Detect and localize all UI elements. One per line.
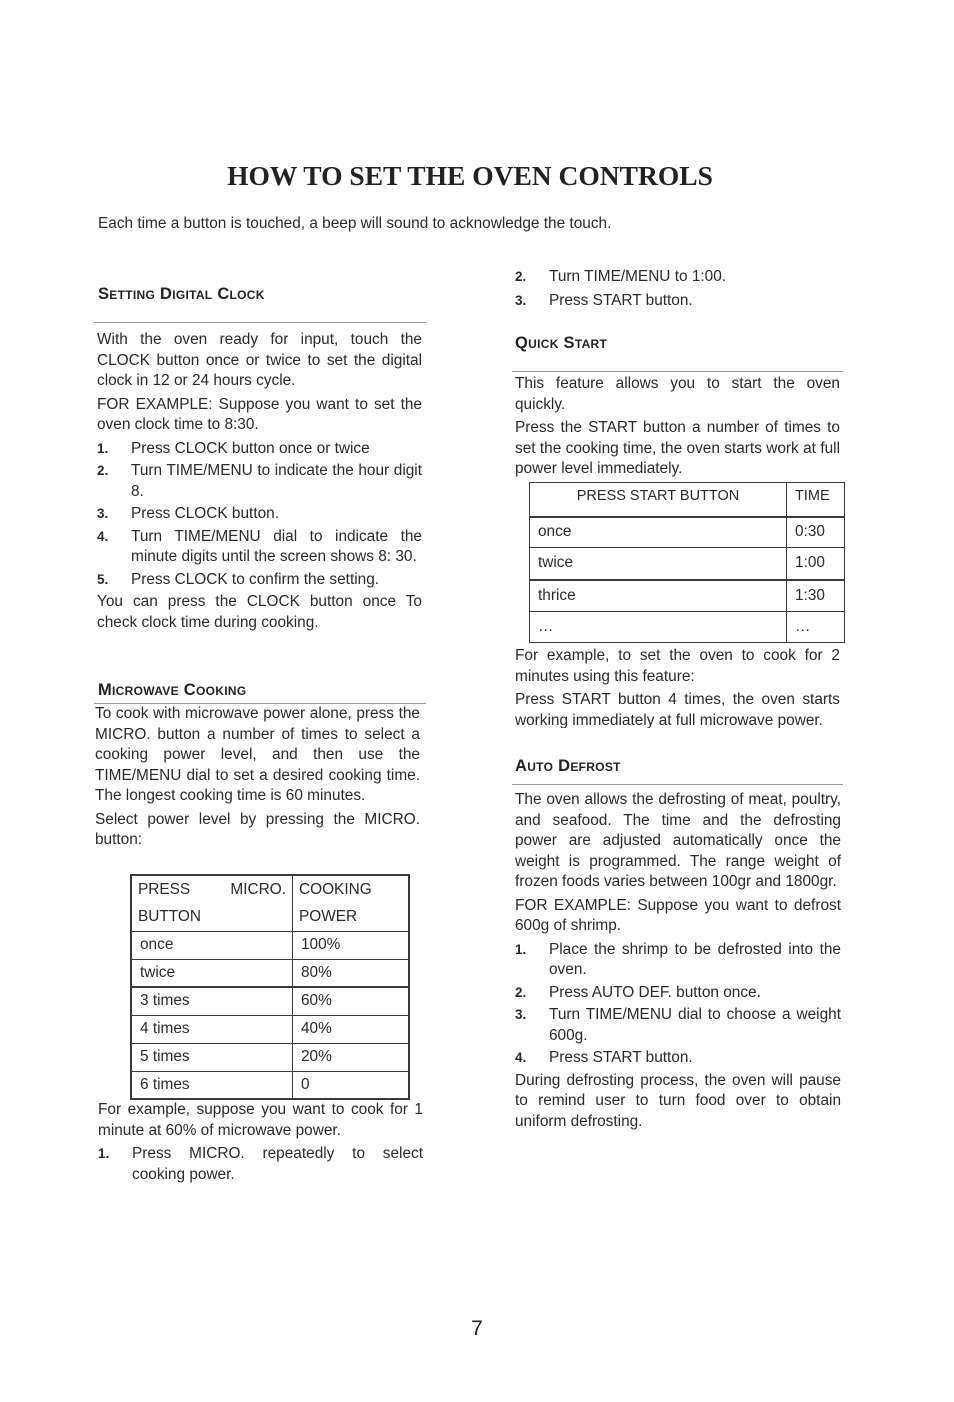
table-cell: 6 times <box>131 1071 293 1099</box>
step-number: 3. <box>97 506 109 521</box>
table-cell: 1:00 <box>787 548 845 580</box>
quick-rule <box>512 371 843 372</box>
defrost-paragraph-1: The oven allows the defrosting of meat, poultry, and seafood. The time and the defrosting power are adjusted automatically once the weight is programmed. The range weight of frozen foods varies between 100gr and 1800gr. <box>515 791 841 890</box>
table-cell: twice <box>530 548 787 580</box>
intro-text: Each time a button is touched, a beep will sound to acknowledge the touch. <box>98 215 612 232</box>
header-text: BUTTON <box>138 908 201 926</box>
quick-paragraph-1: This feature allows you to start the oven quickly. <box>515 375 840 413</box>
defrost-step-1 <box>515 940 841 981</box>
micro-steps-continued <box>515 267 841 311</box>
table-cell: 4 times <box>131 1015 293 1043</box>
table-row <box>131 987 409 1015</box>
table-cell: thrice <box>530 580 787 612</box>
step-text: Press CLOCK button once or twice <box>131 439 370 457</box>
table-cell: once <box>530 517 787 548</box>
table-row <box>131 1015 409 1043</box>
table-row <box>530 612 845 643</box>
table-cell: twice <box>131 959 293 987</box>
step-text: Turn TIME/MENU to indicate the hour digit 8. <box>131 462 422 500</box>
defrost-step-4 <box>515 1048 841 1069</box>
table-header-cell: TIME <box>787 483 845 517</box>
step-number: 3. <box>515 292 527 308</box>
table-row <box>530 548 845 580</box>
table-cell: 20% <box>293 1043 410 1071</box>
defrost-heading: Auto Defrost <box>515 757 621 775</box>
micro-step-3 <box>515 291 841 312</box>
table-header-cell: PRESS START BUTTON <box>530 483 787 517</box>
quick-start-table <box>529 482 845 643</box>
defrost-paragraph-3: During defrosting process, the oven will pause to remind user to turn food over to obtain uniform defrosting. <box>515 1071 841 1130</box>
clock-paragraph-3: You can press the CLOCK button once To check clock time during cooking. <box>97 593 422 631</box>
clock-rule <box>94 322 426 323</box>
table-cell: 1:30 <box>787 580 845 612</box>
table-header-row <box>530 483 845 517</box>
step-text: Press AUTO DEF. button once. <box>549 983 761 1001</box>
micro-example <box>98 1100 423 1187</box>
table-row <box>131 931 409 959</box>
table-cell: 3 times <box>131 987 293 1015</box>
table-cell: … <box>530 612 787 643</box>
step-number: 5. <box>97 571 109 587</box>
micro-paragraph-3: For example, suppose you want to cook for 1 minute at 60% of microwave power. <box>98 1101 423 1139</box>
step-text: Press START button. <box>549 291 693 309</box>
defrost-paragraph-2: FOR EXAMPLE: Suppose you want to defrost 600g of shrimp. <box>515 896 841 934</box>
step-text: Press CLOCK to confirm the setting. <box>131 570 380 588</box>
micro-steps <box>98 1144 423 1185</box>
defrost-rule <box>512 784 843 785</box>
step-number: 2. <box>515 269 527 284</box>
quick-body <box>515 374 840 480</box>
micro-power-table <box>130 874 410 1100</box>
header-text: COOKING <box>299 881 372 899</box>
table-cell: once <box>131 931 293 959</box>
table-cell: 60% <box>293 987 410 1015</box>
micro-step-2 <box>515 267 841 288</box>
step-text: Place the shrimp to be defrosted into the oven. <box>549 940 841 978</box>
table-header-row <box>131 875 409 931</box>
quick-paragraph-4: Press START button 4 times, the oven starts working immediately at full microwave power. <box>515 691 840 728</box>
step-text: Turn TIME/MENU dial to choose a weight 600g. <box>549 1006 841 1044</box>
step-number: 1. <box>97 440 109 456</box>
step-number: 1. <box>515 941 527 957</box>
step-text: Press START button. <box>549 1049 693 1066</box>
right-top-steps <box>515 267 841 313</box>
micro-heading: Microwave Cooking <box>98 681 247 699</box>
micro-body <box>95 704 420 854</box>
clock-heading: Setting Digital Clock <box>98 285 265 303</box>
quick-heading: Quick Start <box>515 334 608 352</box>
table-row <box>530 517 845 548</box>
clock-step-4 <box>97 527 422 568</box>
step-number: 3. <box>515 1007 527 1022</box>
clock-step-5 <box>97 570 422 591</box>
defrost-steps <box>515 940 841 1069</box>
step-number: 4. <box>515 1050 527 1065</box>
table-row <box>131 1071 409 1099</box>
table-header-cell <box>131 875 293 931</box>
header-text: PRESS <box>138 881 191 899</box>
step-text: Turn TIME/MENU dial to indicate the minute digits until the screen shows 8: 30. <box>131 527 422 565</box>
micro-paragraph-2: Select power level by pressing the MICRO. button: <box>95 810 420 848</box>
table-row <box>131 959 409 987</box>
table-header-cell <box>293 875 410 931</box>
micro-step-1 <box>98 1144 423 1185</box>
step-number: 2. <box>515 984 527 1000</box>
table-cell: 40% <box>293 1015 410 1043</box>
clock-step-1 <box>97 439 422 460</box>
table-cell: 0 <box>293 1071 410 1099</box>
table-row <box>530 580 845 612</box>
table-cell: 100% <box>293 931 410 959</box>
table-row <box>131 1043 409 1071</box>
clock-paragraph-1: With the oven ready for input, touch the CLOCK button once or twice to set the digital clock in 12 or 24 hours cycle. <box>97 331 422 389</box>
table-cell: … <box>787 612 845 643</box>
page-title: HOW TO SET THE OVEN CONTROLS <box>227 160 713 191</box>
table-cell: 0:30 <box>787 517 845 548</box>
micro-paragraph-1: To cook with microwave power alone, press the MICRO. button a number of times to select a cooking power level, and then use the TIME/MENU dial to set a desired cooking time. The longest cooking time is 60 minutes. <box>95 705 420 804</box>
quick-paragraph-2: Press the START button a number of times to set the cooking time, the oven starts work at full power level immediately. <box>515 419 840 477</box>
clock-step-3 <box>97 504 422 525</box>
step-text: Turn TIME/MENU to 1:00. <box>549 268 727 285</box>
step-text: Press CLOCK button. <box>131 505 279 522</box>
defrost-step-2 <box>515 983 841 1004</box>
page-number: 7 <box>471 1317 483 1340</box>
clock-steps <box>97 439 422 591</box>
step-number: 2. <box>97 463 109 478</box>
clock-step-2 <box>97 461 422 502</box>
quick-example <box>515 646 840 728</box>
table-cell: 5 times <box>131 1043 293 1071</box>
header-text: MICRO. <box>230 881 286 899</box>
header-text: POWER <box>299 908 358 926</box>
table-cell: 80% <box>293 959 410 987</box>
step-text: Press MICRO. repeatedly to select cooking power. <box>132 1145 423 1183</box>
clock-paragraph-2: FOR EXAMPLE: Suppose you want to set the oven clock time to 8:30. <box>97 395 422 433</box>
defrost-step-3 <box>515 1005 841 1046</box>
defrost-body <box>515 790 841 1135</box>
step-number: 4. <box>97 528 109 544</box>
quick-paragraph-3: For example, to set the oven to cook for 2 minutes using this feature: <box>515 647 840 685</box>
clock-body <box>97 330 422 648</box>
step-number: 1. <box>98 1146 110 1161</box>
